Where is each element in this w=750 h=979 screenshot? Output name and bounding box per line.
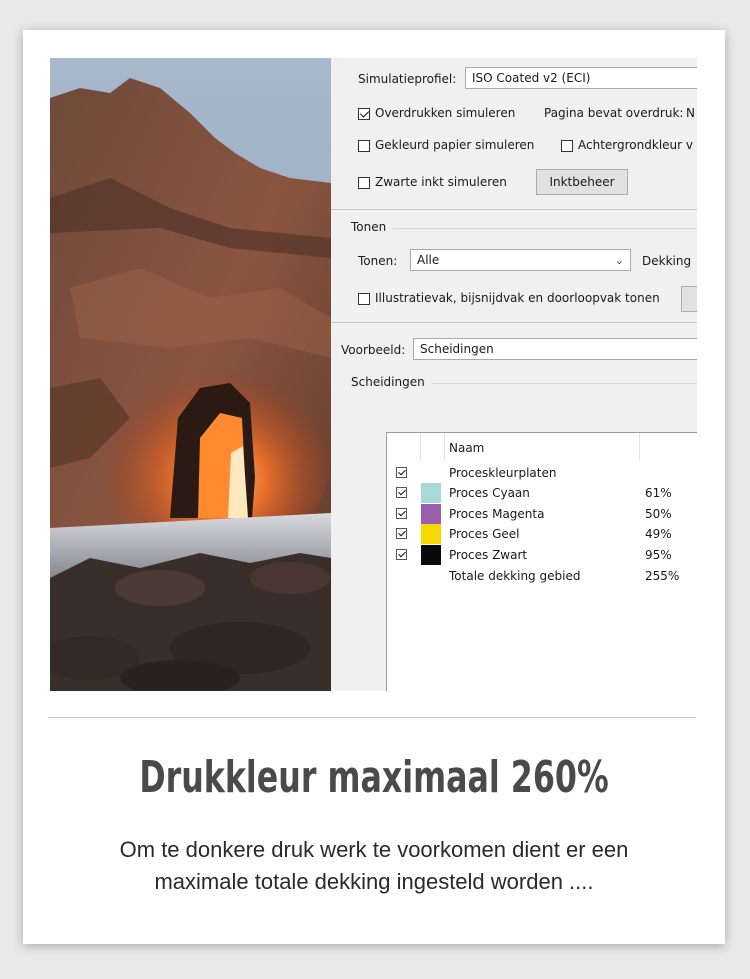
chevron-down-icon: ⌄: [614, 254, 624, 267]
simulate-overprint-checkbox[interactable]: [358, 108, 370, 120]
row-name: Proces Zwart: [449, 548, 528, 562]
background-color-label: Achtergrondkleur v: [578, 138, 693, 152]
row-percent: 61%: [645, 486, 672, 500]
row-checkbox[interactable]: [396, 528, 407, 539]
row-checkbox[interactable]: [396, 487, 407, 498]
section-separator: [331, 322, 697, 323]
row-name: Proces Geel: [449, 527, 520, 541]
caption-body-line: maximale totale dekking ingesteld worden ....: [154, 869, 594, 894]
simulate-black-ink-checkbox[interactable]: [358, 177, 370, 189]
coverage-label: Dekking: [642, 254, 692, 268]
preview-value: Scheidingen: [420, 342, 494, 356]
show-boxes-checkbox[interactable]: [358, 293, 370, 305]
list-item[interactable]: [387, 524, 697, 544]
row-percent: 95%: [645, 548, 672, 562]
list-item: [387, 566, 697, 586]
sea-arch-photo: [50, 58, 331, 691]
column-header-name: Naam: [449, 441, 485, 455]
magenta-swatch: [421, 504, 441, 524]
separations-group-label: Scheidingen: [351, 375, 425, 389]
row-name: Totale dekking gebied: [449, 569, 581, 583]
row-percent: 50%: [645, 507, 672, 521]
tones-select[interactable]: [410, 249, 631, 271]
preview-label: Voorbeeld:: [341, 343, 406, 357]
row-name: Proceskleurplaten: [449, 466, 557, 480]
simulation-profile-select[interactable]: [465, 67, 697, 89]
page-has-overprint-label: Pagina bevat overdruk:: [544, 106, 684, 120]
page-has-overprint-value: N: [686, 106, 695, 120]
simulate-black-ink-label: Zwarte inkt simuleren: [375, 175, 507, 189]
show-boxes-label: Illustratievak, bijsnijdvak en doorloopvak tonen: [375, 291, 660, 305]
simulation-profile-value: ISO Coated v2 (ECI): [472, 71, 591, 85]
row-checkbox[interactable]: [396, 549, 407, 560]
cyan-swatch: [421, 483, 441, 503]
caption-body-line: Om te donkere druk werk te voorkomen dient er een: [119, 837, 629, 862]
black-swatch: [421, 545, 441, 565]
tones-value: Alle: [417, 253, 440, 267]
ink-manager-button[interactable]: Inktbeheer: [536, 169, 628, 195]
output-preview-dialog: [331, 58, 697, 691]
row-percent: 255%: [645, 569, 680, 583]
section-separator: [331, 209, 697, 210]
tones-group-label: Tonen: [351, 220, 387, 234]
sea-arch-image: [50, 58, 331, 691]
article-card: [23, 30, 725, 944]
simulate-overprint-label: Overdrukken simuleren: [375, 106, 516, 120]
preview-select[interactable]: [413, 338, 697, 360]
simulation-profile-label: Simulatieprofiel:: [358, 72, 457, 86]
tones-group-line: [393, 228, 697, 229]
row-percent: 49%: [645, 527, 672, 541]
simulate-paper-color-label: Gekleurd papier simuleren: [375, 138, 535, 152]
yellow-swatch: [421, 524, 441, 544]
caption-body: [23, 834, 725, 898]
list-item[interactable]: [387, 545, 697, 565]
caption-divider: [48, 717, 696, 718]
background-color-checkbox[interactable]: [561, 140, 573, 152]
separations-group-line: [431, 383, 697, 384]
row-checkbox[interactable]: [396, 508, 407, 519]
list-item[interactable]: [387, 463, 697, 483]
tones-label: Tonen:: [358, 254, 398, 268]
row-name: Proces Cyaan: [449, 486, 530, 500]
simulate-paper-color-checkbox[interactable]: [358, 140, 370, 152]
row-checkbox[interactable]: [396, 467, 407, 478]
coverage-value-box[interactable]: [681, 286, 697, 312]
caption-title: Drukkleur maximaal 260%: [139, 752, 609, 803]
separations-list: [386, 432, 697, 691]
row-name: Proces Magenta: [449, 507, 545, 521]
list-item[interactable]: [387, 483, 697, 503]
list-item[interactable]: [387, 504, 697, 524]
